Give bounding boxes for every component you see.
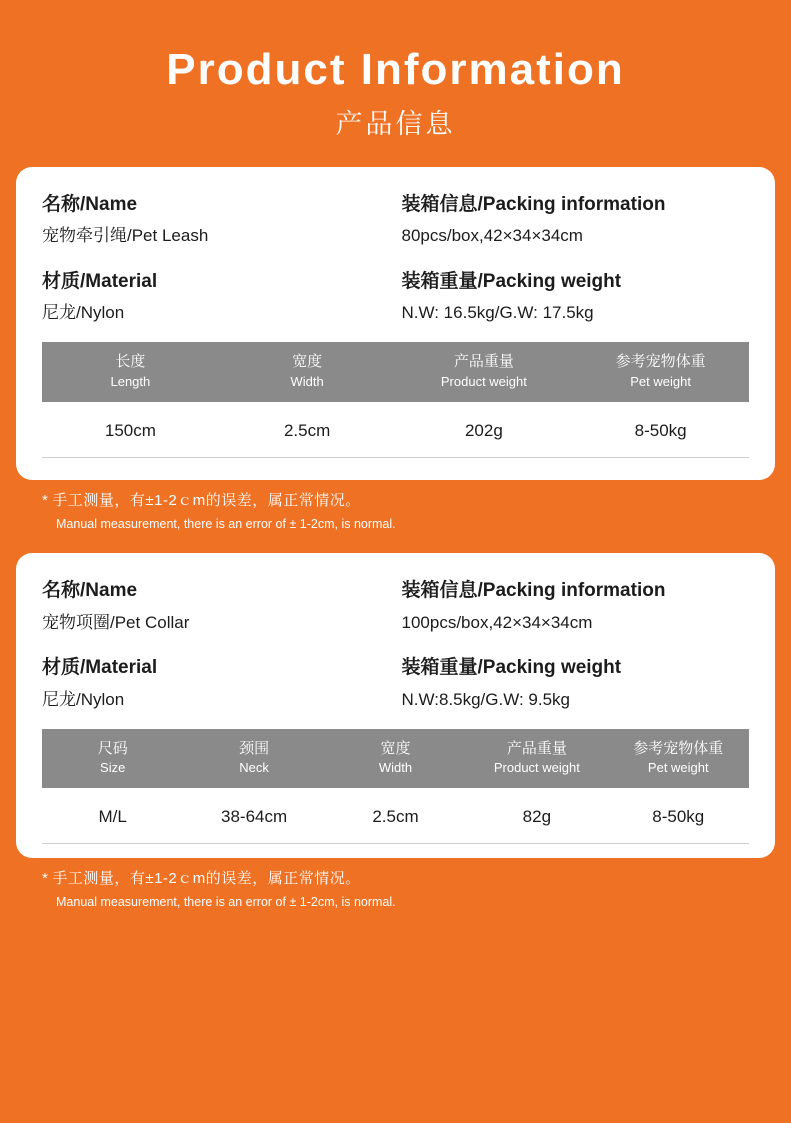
spec-table	[42, 729, 749, 844]
table-header-en: Width	[378, 760, 413, 776]
table-header-cell	[572, 342, 749, 401]
measurement-note-en: Manual measurement, there is an error of ± 1-2cm, is normal.	[56, 516, 396, 531]
table-header-cell	[396, 342, 573, 401]
page-title: Product Information	[166, 45, 625, 94]
spec-packing-weight-label-cn: 装箱重量	[401, 657, 478, 679]
spec-packing-info-label-cn: 装箱信息	[401, 193, 478, 215]
spec-packing-weight-label	[402, 656, 750, 681]
spec-packing-weight-label	[402, 270, 750, 295]
table-cell: 150cm	[42, 402, 219, 458]
table-row	[42, 402, 749, 458]
table-header-cn: 宽度	[380, 739, 411, 757]
spec-packing-info-label-cn: 装箱信息	[401, 580, 478, 602]
spec-name-label	[42, 579, 396, 604]
spec-column-left	[42, 579, 396, 723]
table-header-en: Width	[290, 373, 324, 389]
spec-column-right	[396, 193, 750, 337]
table-header-cn: 长度	[115, 353, 146, 371]
asterisk-icon: *	[42, 491, 49, 509]
measurement-note-cn	[42, 868, 749, 889]
table-header-cn: 参考宠物体重	[633, 739, 724, 757]
table-cell: 8-50kg	[608, 788, 749, 844]
spec-packing-info-value: 100pcs/box,42×34×34cm	[401, 612, 593, 632]
table-header-cell	[219, 342, 396, 401]
table-header-cell	[608, 729, 749, 788]
spec-material-label-cn: 材质	[42, 657, 81, 679]
table-header-cn: 参考宠物体重	[615, 353, 706, 371]
spec-name-label-cn: 名称	[42, 193, 81, 215]
spec-packing-info-label-en: /Packing information	[477, 580, 666, 602]
spec-packing-info-value: 80pcs/box,42×34×34cm	[401, 226, 583, 246]
table-header-cell	[466, 729, 607, 788]
table-row	[42, 788, 749, 844]
spec-name	[42, 193, 396, 248]
spec-packing-weight	[402, 270, 750, 325]
spec-packing-weight-label-en: /Packing weight	[477, 270, 622, 292]
spec-material-label-en: /Material	[80, 270, 158, 292]
spec-column-left	[42, 193, 396, 337]
measurement-note-cn-text: 手工测量，有±1-2ｃm的误差，属正常情况。	[52, 870, 361, 888]
table-header-en: Pet weight	[647, 760, 709, 776]
page-header	[16, 0, 775, 141]
spec-packing-info	[402, 193, 750, 248]
table-cell: 2.5cm	[325, 788, 466, 844]
spec-name	[42, 579, 396, 634]
spec-table-body	[42, 402, 749, 458]
table-header-en: Size	[100, 760, 126, 776]
spec-table	[42, 342, 749, 457]
table-header-cell	[42, 342, 219, 401]
table-header-row	[42, 729, 749, 788]
spec-material-label	[42, 656, 396, 681]
table-cell: M/L	[42, 788, 183, 844]
spec-packing-weight	[402, 656, 750, 711]
table-header-row	[42, 342, 749, 401]
spec-table-head	[42, 729, 749, 788]
page-subtitle: 产品信息	[335, 109, 456, 140]
table-header-cn: 尺码	[97, 739, 128, 757]
spec-packing-info-label	[402, 193, 750, 218]
measurement-note-en: Manual measurement, there is an error of ± 1-2cm, is normal.	[56, 895, 396, 910]
table-header-cn: 产品重量	[506, 739, 567, 757]
table-header-cell	[42, 729, 183, 788]
spec-packing-info	[402, 579, 750, 634]
measurement-note	[16, 858, 775, 912]
asterisk-icon: *	[42, 870, 49, 888]
spec-material	[42, 270, 396, 325]
spec-name-value: 宠物项圈/Pet Collar	[42, 612, 190, 632]
spec-column-right	[396, 579, 750, 723]
product-card-collar	[16, 553, 775, 858]
table-header-en: Product weight	[440, 373, 527, 389]
spec-packing-weight-label-cn: 装箱重量	[401, 270, 478, 292]
spec-table-head	[42, 342, 749, 401]
spec-name-label-cn: 名称	[42, 580, 81, 602]
spec-table-body	[42, 788, 749, 844]
spec-grid	[42, 579, 749, 723]
spec-name-label-en: /Name	[80, 580, 138, 602]
measurement-note-cn	[42, 490, 749, 511]
spec-grid	[42, 193, 749, 337]
table-header-cn: 颈围	[239, 739, 270, 757]
spec-material-label	[42, 270, 396, 295]
spec-packing-weight-label-en: /Packing weight	[477, 657, 622, 679]
product-card-leash	[16, 167, 775, 480]
table-header-en: Neck	[239, 760, 269, 776]
table-header-cell	[183, 729, 324, 788]
measurement-note	[16, 480, 775, 534]
table-cell: 8-50kg	[572, 402, 749, 458]
table-cell: 202g	[396, 402, 573, 458]
table-cell: 2.5cm	[219, 402, 396, 458]
table-header-cell	[325, 729, 466, 788]
spec-packing-weight-value: N.W:8.5kg/G.W: 9.5kg	[401, 689, 570, 709]
spec-packing-info-label	[402, 579, 750, 604]
spec-material-label-cn: 材质	[42, 270, 81, 292]
table-header-en: Length	[110, 373, 151, 389]
table-cell: 38-64cm	[183, 788, 324, 844]
spec-material-value: 尼龙/Nylon	[42, 303, 125, 323]
spec-material	[42, 656, 396, 711]
spec-packing-weight-value: N.W: 16.5kg/G.W: 17.5kg	[401, 303, 594, 323]
table-header-en: Pet weight	[630, 373, 691, 389]
measurement-note-cn-text: 手工测量，有±1-2ｃm的误差，属正常情况。	[52, 491, 361, 509]
table-header-cn: 宽度	[292, 353, 323, 371]
spec-name-label	[42, 193, 396, 218]
spec-material-label-en: /Material	[80, 657, 158, 679]
spec-material-value: 尼龙/Nylon	[42, 689, 125, 709]
spec-packing-info-label-en: /Packing information	[477, 193, 666, 215]
spec-name-value: 宠物牵引绳/Pet Leash	[42, 226, 209, 246]
table-header-en: Product weight	[493, 760, 580, 776]
spec-name-label-en: /Name	[80, 193, 138, 215]
table-cell: 82g	[466, 788, 607, 844]
table-header-cn: 产品重量	[453, 353, 514, 371]
